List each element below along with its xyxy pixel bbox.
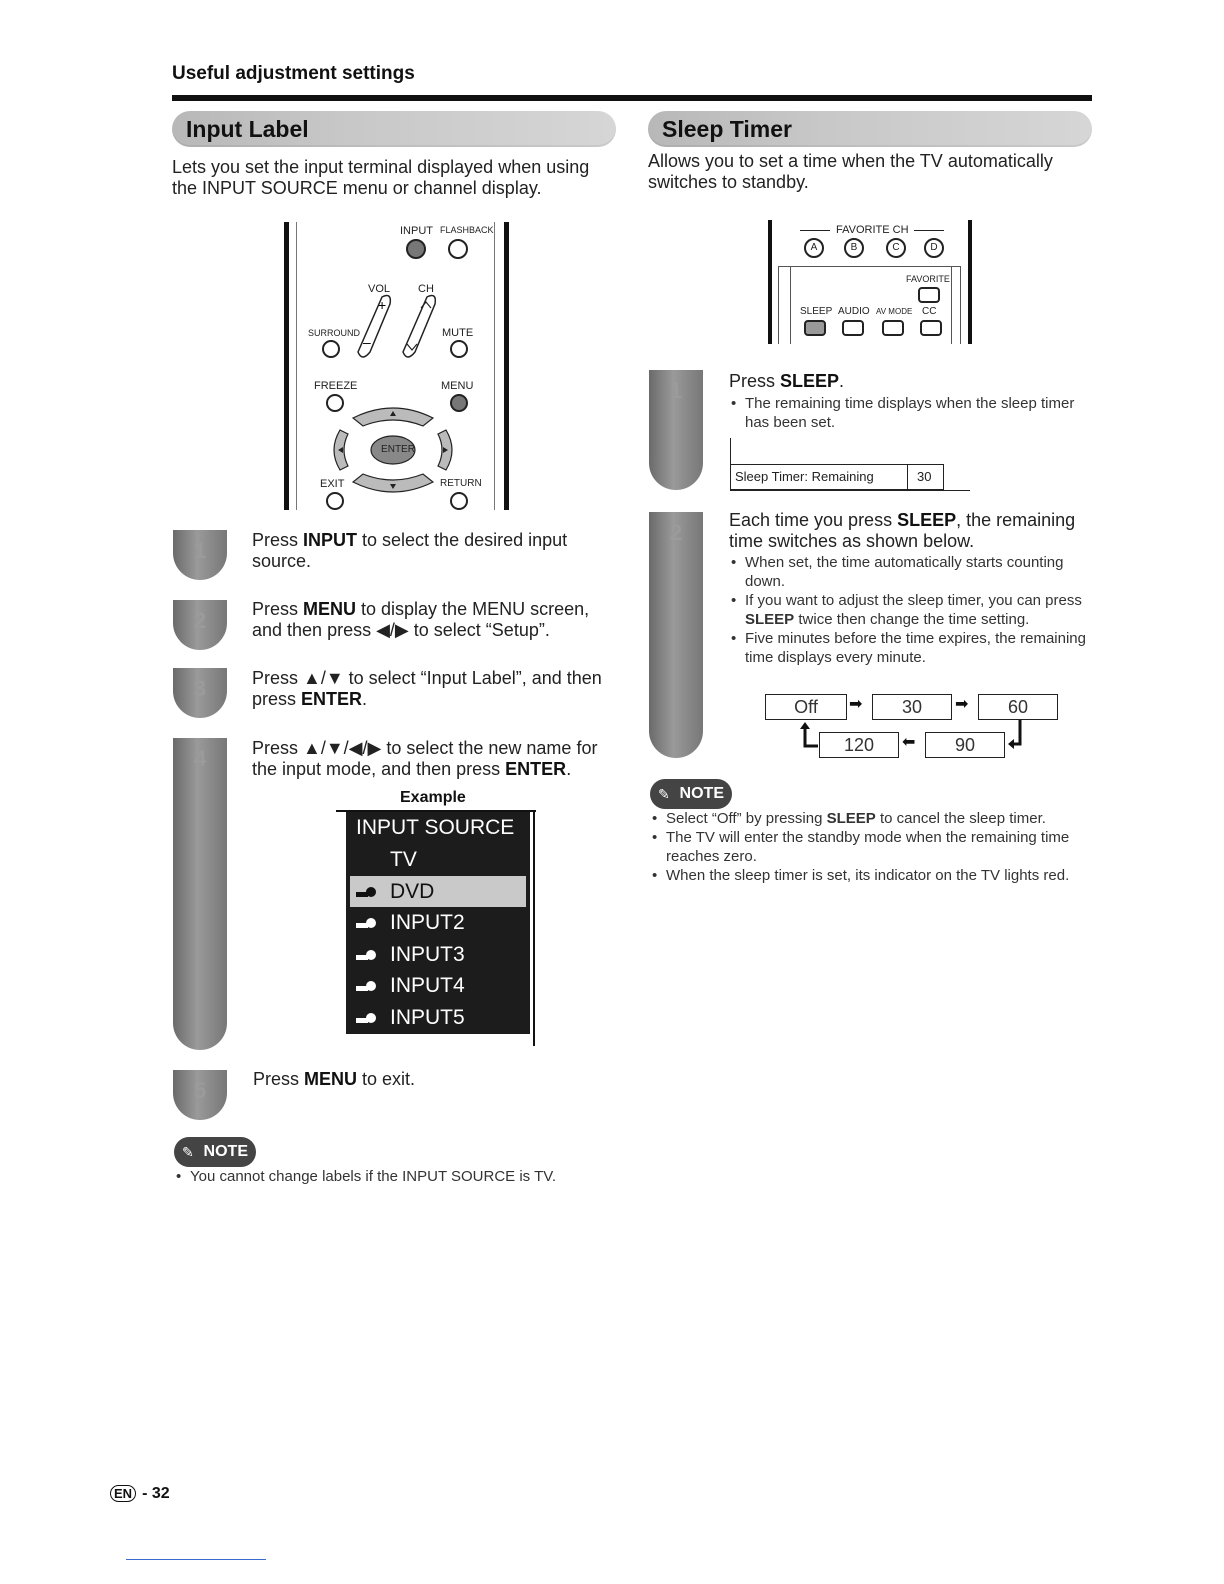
menu-item-input5[interactable]: INPUT5 <box>346 1002 530 1034</box>
remote-edge-inner-left <box>296 222 297 510</box>
ch-label: CH <box>418 283 434 295</box>
surround-button[interactable] <box>322 340 340 358</box>
remote-inner-right <box>951 266 952 344</box>
favorite-line-right <box>914 230 944 231</box>
mute-label: MUTE <box>442 327 474 339</box>
sleep-step-2-bullet-1: • When set, the time automatically starts counting down. <box>729 553 1094 591</box>
avmode-button[interactable] <box>882 320 904 336</box>
flashback-button[interactable] <box>448 239 468 259</box>
sleep-note-2: • The TV will enter the standby mode when the remaining time reaches zero. <box>650 828 1090 866</box>
remote-edge-left <box>768 220 772 344</box>
sleep-timer-intro: Allows you to set a time when the TV automatically switches to standby. <box>648 151 1053 192</box>
favorite-a-button[interactable]: A <box>804 238 824 258</box>
cycle-60: 60 <box>978 694 1058 720</box>
sleep-step-2-text: Each time you press SLEEP, the remaining time switches as shown below. <box>729 510 1076 551</box>
sleep-step-tab-1: 1 <box>649 370 703 490</box>
flashback-key-label: FLASHBACK <box>440 225 494 235</box>
input-button[interactable] <box>406 239 426 259</box>
exit-label: EXIT <box>320 478 345 490</box>
input-plug-icon <box>356 887 378 897</box>
pencil-icon: ✎ <box>658 786 670 802</box>
sleep-step-1-bullets <box>729 394 1094 432</box>
input-step-1-text: Press INPUT to select the desired input source. <box>252 530 568 571</box>
svg-text:+: + <box>378 297 387 313</box>
remote-illustration-sleep <box>768 220 978 344</box>
step-tab-4: 4 <box>173 738 227 1050</box>
input-step-3-text: Press ▲/▼ to select “Input Label”, and then press ENTER. <box>252 668 602 709</box>
menu-item-input2[interactable]: INPUT2 <box>346 907 530 939</box>
input-step-4-text: Press ▲/▼/◀/▶ to select the new name for the input mode, and then press ENTER. <box>252 738 598 779</box>
favorite-d-button[interactable]: D <box>924 238 944 258</box>
step-tab-1: 1 <box>173 530 227 580</box>
favorite-ch-label: FAVORITE CH <box>836 224 909 236</box>
sleep-note-badge: ✎ NOTE <box>650 779 732 809</box>
remote-edge-right <box>968 220 972 344</box>
return-down-left-icon <box>1008 720 1024 750</box>
remote-edge-inner-right <box>494 222 495 510</box>
language-badge: EN <box>110 1485 136 1502</box>
menu-label: MENU <box>441 380 474 392</box>
return-label: RETURN <box>440 478 482 489</box>
input-plug-icon <box>356 950 378 960</box>
input-label-section-bar <box>172 111 616 147</box>
osd-label: Sleep Timer: Remaining <box>735 469 874 484</box>
step-tab-3: 3 <box>173 668 227 718</box>
audio-key-label: AUDIO <box>838 306 870 317</box>
footer-blue-line <box>126 1559 266 1560</box>
remote-illustration-input <box>284 222 514 512</box>
page-number: - 32 <box>142 1485 170 1502</box>
svg-text:–: – <box>363 334 371 350</box>
sleep-step-1-text: Press SLEEP. <box>729 371 845 391</box>
arrow-right-icon: ➡ <box>955 696 969 713</box>
avmode-key-label: AV MODE <box>876 307 913 316</box>
input-source-menu <box>346 812 530 1034</box>
input-step-5-text: Press MENU to exit. <box>253 1069 416 1089</box>
sleep-step-2-bullets <box>729 553 1094 667</box>
sleep-timer-osd <box>730 464 944 490</box>
sleep-key-label: SLEEP <box>800 306 833 317</box>
example-label: Example <box>400 789 466 806</box>
step-tab-2: 2 <box>173 600 227 650</box>
surround-label: SURROUND <box>308 328 361 338</box>
remote-edge-left <box>284 222 289 510</box>
favorite-button[interactable] <box>918 287 940 303</box>
pencil-icon: ✎ <box>182 1144 194 1160</box>
input-plug-icon <box>356 918 378 928</box>
page-footer <box>110 1485 170 1503</box>
exit-button[interactable] <box>326 492 344 510</box>
cc-key-label: CC <box>922 306 937 317</box>
sleep-step-1-bullet: • The remaining time displays when the sleep timer has been set. <box>729 394 1094 432</box>
remote-edge-right <box>504 222 509 510</box>
cycle-90: 90 <box>925 732 1005 758</box>
enter-key-label: ENTER <box>381 444 415 455</box>
cycle-off: Off <box>765 694 847 720</box>
osd-bracket-bottom <box>730 490 970 491</box>
remote-inner-top <box>778 266 961 267</box>
sleep-button[interactable] <box>804 320 826 336</box>
input-label-intro: Lets you set the input terminal displayed when using the INPUT SOURCE menu or channel display. <box>172 157 590 198</box>
cc-button[interactable] <box>920 320 942 336</box>
sleep-step-tab-2: 2 <box>649 512 703 758</box>
return-button[interactable] <box>450 492 468 510</box>
remote-inner-right-2 <box>960 266 961 344</box>
page-header: Useful adjustment settings <box>172 63 415 84</box>
mute-button[interactable] <box>450 340 468 358</box>
return-up-icon <box>800 722 820 750</box>
freeze-label: FREEZE <box>314 380 358 392</box>
input-key-label: INPUT <box>400 225 433 237</box>
example-right-line <box>533 810 535 1046</box>
arrow-right-icon: ➡ <box>849 696 863 713</box>
input-plug-icon <box>356 981 378 991</box>
sleep-timer-section-bar <box>648 111 1092 147</box>
remote-inner-left <box>778 266 779 344</box>
vol-label: VOL <box>368 283 391 295</box>
input-note-badge: ✎ NOTE <box>174 1137 256 1167</box>
menu-title: INPUT SOURCE <box>356 816 515 839</box>
input-note-1: • You cannot change labels if the INPUT SOURCE is TV. <box>174 1167 614 1186</box>
input-plug-icon <box>356 1013 378 1023</box>
cycle-30: 30 <box>872 694 952 720</box>
menu-item-dvd[interactable]: DVD <box>350 876 526 908</box>
input-step-2-text: Press MENU to display the MENU screen, and then press ◀/▶ to select “Setup”. <box>252 599 590 640</box>
sleep-step-2-bullet-2: • If you want to adjust the sleep timer, you can press SLEEP twice then change the time setting. <box>729 591 1094 629</box>
header-rule <box>172 95 1092 101</box>
remote-inner-left-2 <box>790 266 791 344</box>
favorite-label: FAVORITE <box>906 274 950 284</box>
osd-value: 30 <box>917 469 932 484</box>
sleep-note-3: • When the sleep timer is set, its indicator on the TV lights red. <box>650 866 1090 885</box>
input-notes <box>174 1167 614 1186</box>
menu-item-input4[interactable]: INPUT4 <box>346 970 530 1002</box>
input-label-title: Input Label <box>186 116 309 142</box>
favorite-line-left <box>800 230 830 231</box>
sleep-note-1: • Select “Off” by pressing SLEEP to cancel the sleep timer. <box>650 809 1090 828</box>
osd-divider <box>907 465 908 489</box>
menu-item-input3[interactable]: INPUT3 <box>346 939 530 971</box>
step-tab-5: 5 <box>173 1070 227 1120</box>
sleep-notes <box>650 809 1090 885</box>
audio-button[interactable] <box>842 320 864 336</box>
sleep-step-2-bullet-3: • Five minutes before the time expires, the remaining time displays every minute. <box>729 629 1094 667</box>
menu-item-tv[interactable]: TV <box>390 848 417 871</box>
favorite-b-button[interactable]: B <box>844 238 864 258</box>
favorite-c-button[interactable]: C <box>886 238 906 258</box>
arrow-left-icon: ⬅ <box>902 734 916 751</box>
sleep-timer-title: Sleep Timer <box>662 116 792 142</box>
cycle-120: 120 <box>819 732 899 758</box>
